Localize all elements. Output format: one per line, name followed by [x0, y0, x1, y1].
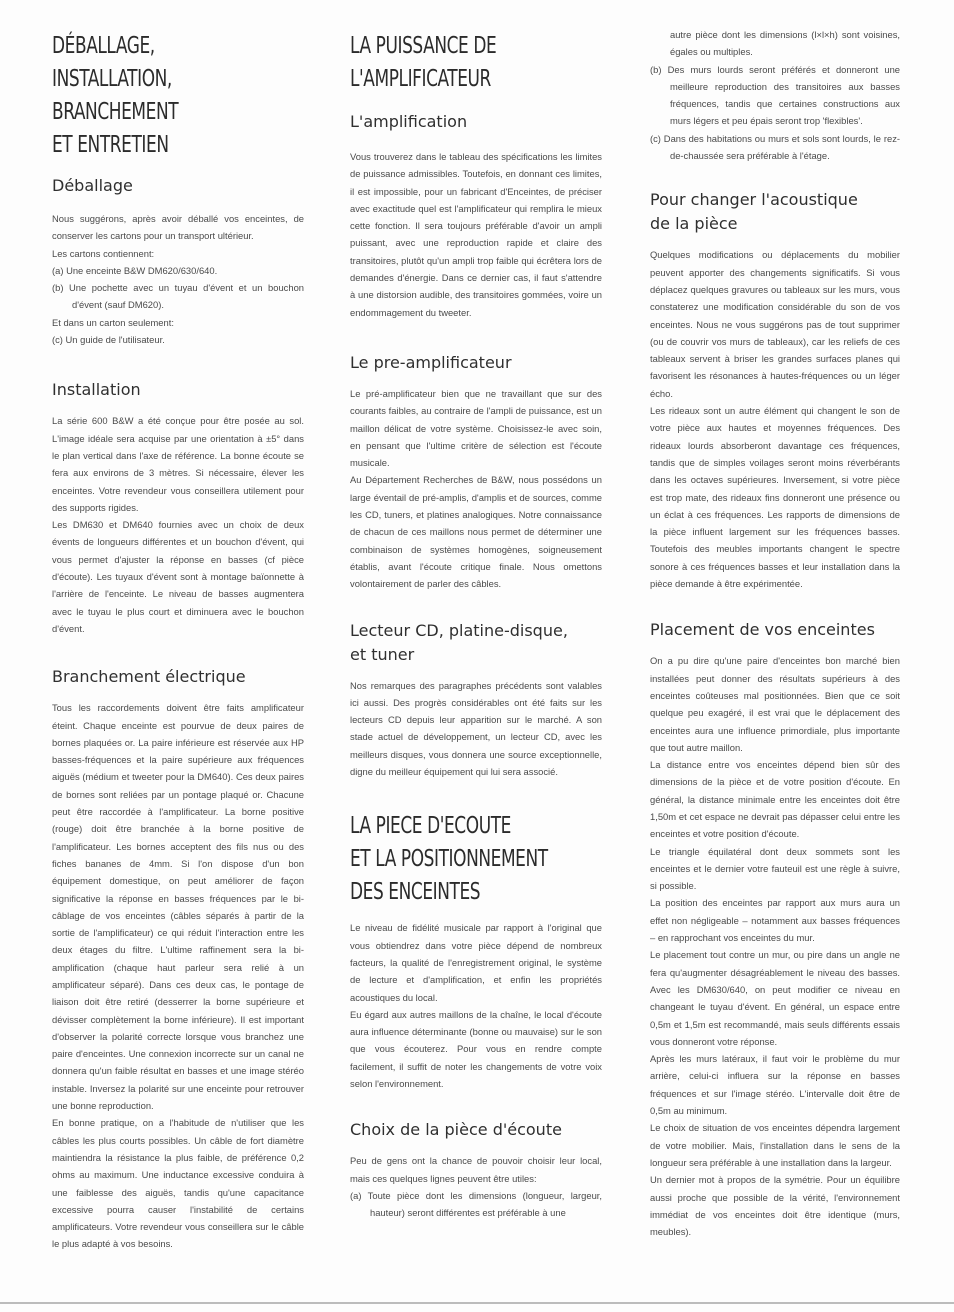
amplification-heading: L'amplification — [350, 112, 468, 131]
piece-title — [350, 810, 602, 909]
main-title-line: BRANCHEMENT — [52, 99, 179, 125]
piece-paragraph: Le niveau de fidélité musicale par rapport à l'original que vous obtiendrez dans votre pièce dépend de nombreux facteurs, la qualité de l'enregistrement original, le système de lecture et d'amplification, et enfin les propriétés acoustiques du local. — [350, 922, 602, 1003]
placement-paragraph: Le choix de situation de vos enceintes dépendra largement de votre mobilier. Mais, l'installation dans le sens de la longueur sera préférable à une installation dans la largeur. — [650, 1122, 900, 1168]
choix-item-b: (b) Des murs lourds seront préférés et donneront une meilleure reproduction des transitoires aux basses fréquences, tandis que certaines constructions aux murs légers et peu épais seront trop 'flexibles'. — [650, 63, 900, 127]
placement-heading: Placement de vos enceintes — [650, 620, 875, 640]
piece-title-line: DES ENCEINTES — [350, 879, 481, 906]
placement-paragraph: La position des enceintes par rapport aux murs aura un effet non négligeable – notamment aux basses fréquences – en rapprochant vos enceintes du mur. — [650, 897, 900, 944]
column-middle — [350, 30, 602, 1221]
preampli-paragraph: Le pré-amplificateur bien que ne travaillant que sur des courants faibles, au contraire de l'ampli de puissance, est un maillon délicat de votre système. Choisissez-le avec soin, en pensant que l'ultime critère de sélection est l'écoute musicale. — [350, 387, 602, 469]
placement-paragraph: On a pu dire qu'une paire d'enceintes bon marché bien installées peut donner des résultats supérieurs à des enceintes coûteuses mal positionnées. Bien que ce soit quelque peu exagéré, il est vrai que le déplacement des enceintes aura une influence primordiale, plus importante que tout autre maillon. — [650, 655, 900, 753]
choix-item-c: (c) Dans des habitations ou murs et sols sont lourds, le rez-de-chaussée sera préférable à l'étage. — [650, 132, 900, 162]
acoustique-heading — [650, 188, 900, 236]
main-title — [52, 30, 304, 162]
main-title-line: INSTALLATION, — [52, 66, 172, 92]
piece-paragraph: Eu égard aux autres maillons de la chaîne, le local d'écoute aura influence déterminante (bonne ou mauvaise) sur le son que vous écouterez. Pour vous en rendre compte facilement, il suffit de noter les changements de votre voix selon l'environnement. — [350, 1008, 602, 1089]
placement-paragraph: Après les murs latéraux, il faut voir le problème du mur arrière, celui-ci influera sur la réponse en basses fréquences et sur l'image stéréo. L'intervalle doit être de 0,5m au minimum. — [650, 1053, 900, 1117]
lecteur-heading-line: et tuner — [350, 644, 415, 664]
amplification-paragraph: Vous trouverez dans le tableau des spécifications les limites de puissance admissibles. Toutefois, en donnant ces limites, il est impossible, pour un fabricant d'Enceintes, de préciser avec exactitude quel est l'amplificateur qui remplira le mieux cette fonction. Il sera toujours préférable d'avoir un ampli puissant, avec une reproduction rapide et claire des transitoires, plutôt qu'un ampli trop faible qui écrêtera lors de demandes d'énergie. Dans ce dernier cas, il faut s'attendre à une distorsion audible, des transitoires gommées, voire un endommagement du tweeter. — [350, 151, 602, 318]
branchement-paragraph: Tous les raccordements doivent être faits amplificateur éteint. Chaque enceinte est pourvue de deux paires de bornes plaquées or. La paire inférieure est réservée aux HP basses-fréquences et la paire supérieure aux fréquences aiguës (médium et tweeter pour la DM640). Ces deux paires de bornes sont reliées par un pontage plaqué or. Chacune peut être raccordée à l'amplificateur. La borne positive (rouge) doit être branchée à la borne positive de l'amplificateur. Les bornes acceptent des fils nus ou des fiches bananes de 4mm. Si l'on dispose d'un bon équipement domestique, on peut améliorer de façon significative la réponse en basses fréquences par le bi-câblage de vos enceintes (câbles séparés à partir de la sortie de l'amplificateur) ce qui réduit l'interaction entre les deux étages du filtre. L'ultime raffinement sera la bi-amplification (chaque haut parleur sera relié à un amplificateur séparé). Dans ces deux cas, le pontage de liaison doit être retiré (desserrer la borne supérieure et dévisser complètement la borne inférieure). Il est important d'observer la polarité correcte lorsque vous branchez une paire d'enceintes. Une connexion incorrecte sur un canal ne donnera qu'un faible résultat en basses et une image stéréo instable. Inversez la polarité sur une enceinte pour retrouver une bonne reproduction. — [52, 702, 304, 1112]
piece-title-line: LA PIECE D'ECOUTE — [350, 813, 511, 840]
placement-paragraph: La distance entre vos enceintes dépend bien sûr des dimensions de la pièce et de votre position d'écoute. En général, la distance minimale entre les enceintes doit être 1,50m et cet espace ne devrait pas dépasser celui entre les enceintes et votre position d'écoute. — [650, 759, 900, 840]
choix-paragraph: Peu de gens ont la chance de pouvoir choisir leur local, mais ces quelques lignes peuvent être utiles: — [350, 1155, 602, 1184]
choix-item-a: (a) Toute pièce dont les dimensions (longueur, largeur, hauteur) seront différentes est préférable à une — [350, 1189, 602, 1219]
deballage-item-c: (c) Un guide de l'utilisateur. — [52, 334, 165, 346]
puissance-title — [350, 30, 602, 96]
lecteur-heading — [350, 619, 602, 667]
piece-title-line: ET LA POSITIONNEMENT — [350, 846, 548, 873]
main-title-line: ET ENTRETIEN — [52, 132, 169, 158]
deballage-heading: Déballage — [52, 176, 133, 195]
installation-paragraph: Les DM630 et DM640 fournies avec un choix de deux évents de longueurs différentes et un bouchon d'évent, qui vous permet d'ajuster la réponse en basses (cf pièce d'écoute). Les tuyaux d'évent sont à montage baïonnette à l'arrière de l'enceinte. Le niveau de basses augmentera avec le tuyau le plus court et diminuera avec le bouchon d'évent. — [52, 519, 304, 634]
choix-heading: Choix de la pièce d'écoute — [350, 1120, 562, 1140]
deballage-separate-label: Et dans un carton seulement: — [52, 316, 174, 328]
page-bottom-rule — [0, 1302, 954, 1304]
main-title-line: DÉBALLAGE, — [52, 33, 155, 59]
placement-paragraph: Un dernier mot à propos de la symétrie. Pour un équilibre aussi proche que possible de la vérité, l'environnement immédiat de vos enceintes doit être identique (murs, meubles). — [650, 1174, 900, 1238]
choix-item-a-continued: autre pièce dont les dimensions (l×l×h) sont voisines, égales ou multiples. — [670, 29, 900, 58]
deballage-intro: Nous suggérons, après avoir déballé vos enceintes, de conserver les cartons pour un transport ultérieur. — [52, 213, 304, 242]
acoustique-paragraph: Les rideaux sont un autre élément qui changent le son de votre pièce aux hautes et moyennes fréquences. Des rideaux lourds absorberont davantage ces fréquences, tandis que de simples voilages seront moins réverbérants dans les octaves supérieures. Inversement, si votre pièce est trop mate, des rideaux fins donneront une présence ou un éclat à ces fréquences. Les rapports de dimensions de la pièce influent largement sur les fréquences basses. Toutefois des meubles importants changent le spectre sonore à ces fréquences basses et leur installation dans la pièce demande à être expérimentée. — [650, 405, 900, 590]
puissance-title-line: L'AMPLIFICATEUR — [350, 66, 491, 92]
installation-paragraph: La série 600 B&W a été conçue pour être posée au sol. L'image idéale sera acquise par une orientation à ±5° dans le plan vertical dans l'axe de référence. La bonne écoute se fera aux environs de 3 mètres. Si nécessaire, élever les enceintes. Votre revendeur vous conseillera utilement pour des supports rigides. — [52, 415, 304, 513]
deballage-item-b: (b) Une pochette avec un tuyau d'évent et un bouchon d'évent (sauf DM620). — [52, 282, 304, 311]
preampli-paragraph: Au Département Recherches de B&W, nous possédons un large éventail de pré-amplis, d'amplis et de sources, comme les CD, tuners, et platines analogiques. Notre connaissance de chacun de ces maillons nous permet de déterminer une combinaison de systèmes homogènes, soigneusement établis, avant l'écoute critique finale. Nous omettons volontairement de parler des câbles. — [350, 474, 602, 590]
column-right — [650, 26, 900, 1240]
preampli-heading: Le pre-amplificateur — [350, 352, 512, 372]
deballage-contents-label: Les cartons contiennent: — [52, 247, 155, 259]
placement-paragraph: Le placement tout contre un mur, ou pire dans un angle ne fera qu'augmenter désagréablement le niveau des basses. Avec les DM630/640, on peut modifier ce niveau en changeant le tuyau d'évent. En général, un espace entre 0,5m et 1,5m est recommandé, mais seuls différents essais vous donneront votre réponse. — [650, 949, 900, 1047]
column-left — [52, 30, 304, 1253]
branchement-paragraph: En bonne pratique, on a l'habitude de n'utiliser que les câbles les plus courts possibles. Un câble de fort diamètre maintiendra la résistance la plus faible, de préférence 0,2 ohms au maximum. Une inductance excessive conduira à une faiblesse des aiguës, tandis qu'une capacitance excessive pourra causer l'instabilité de certains amplificateurs. Votre revendeur vous conseillera sur le câble le plus adapté à vos besoins. — [52, 1117, 304, 1250]
placement-paragraph: Le triangle équilatéral dont deux sommets sont les enceintes et le dernier votre fauteuil est une règle à suivre, si possible. — [650, 845, 900, 892]
acoustique-heading-line: de la pièce — [650, 214, 738, 234]
lecteur-paragraph: Nos remarques des paragraphes précédents sont valables ici aussi. Des progrès considérables ont été faits sur les lecteurs CD depuis leur apparition sur le marché. A son stade actuel de développement, un lecteur CD, avec les meilleurs disques, vous donnera une source exceptionnelle, digne du meilleur équipement qui lui sera associé. — [350, 679, 602, 778]
lecteur-heading-line: Lecteur CD, platine-disque, — [350, 620, 568, 640]
deballage-item-a: (a) Une enceinte B&W DM620/630/640. — [52, 264, 218, 276]
branchement-heading: Branchement électrique — [52, 667, 246, 687]
acoustique-paragraph: Quelques modifications ou déplacements du mobilier peuvent apporter des changements significatifs. Si vous déplacez quelques gravures ou tableaux sur les murs, vous constaterez une modification considérable du son de vos enceintes. Nous ne vous suggérons pas de tout supprimer (ou de couvrir vos murs de tableaux), car les reliefs de ces tableaux servent à briser les grandes surfaces planes qui favorisent les résonances à hautes-fréquences ou un léger écho. — [650, 249, 900, 399]
installation-heading: Installation — [52, 380, 141, 400]
puissance-title-line: LA PUISSANCE DE — [350, 33, 497, 59]
acoustique-heading-line: Pour changer l'acoustique — [650, 190, 858, 210]
